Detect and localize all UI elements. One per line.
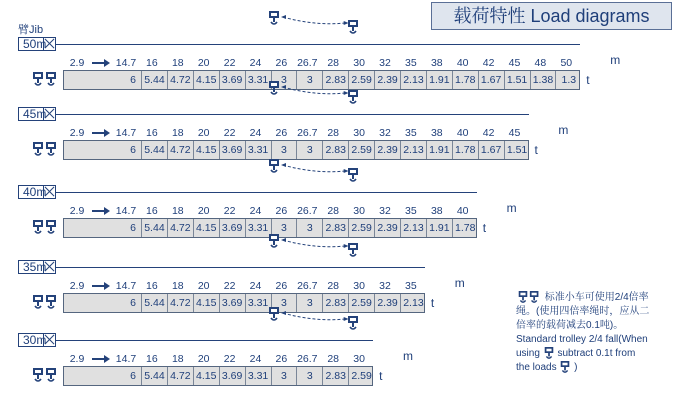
radius-value: 16 — [146, 280, 158, 292]
radius-value: 2.9 — [69, 280, 85, 292]
load-cell: 1.3 — [555, 71, 581, 89]
page-title: 载荷特性 Load diagrams — [431, 2, 672, 30]
double-hook-icon — [32, 142, 58, 156]
radius-value: 30 — [353, 205, 365, 217]
load-cell: 3.69 — [219, 367, 245, 385]
boom-length-label: 35m — [23, 260, 47, 274]
load-cell: 2.59 — [348, 141, 374, 159]
load-cell: 2.83 — [322, 141, 348, 159]
radius-value: 38 — [430, 57, 443, 69]
note-zh-line1: 标准小车可使用2/4倍率 — [544, 292, 649, 303]
radius-value: 38 — [430, 127, 443, 139]
boom-line — [56, 114, 529, 115]
radius-value: 22 — [223, 280, 236, 292]
load-cell: 6 — [130, 297, 136, 309]
radius-value: 38 — [430, 205, 443, 217]
radius-value: 24 — [249, 127, 262, 139]
load-cell: 3.69 — [219, 141, 245, 159]
load-cell: 1.51 — [504, 141, 530, 159]
boom-line — [56, 340, 373, 341]
load-cell: 1.91 — [426, 71, 452, 89]
radius-value: 20 — [197, 127, 210, 139]
load-cell: 3.31 — [245, 219, 271, 237]
radius-value: 2.9 — [69, 353, 85, 365]
radius-value: 35 — [405, 280, 417, 292]
boom-tip-mark — [43, 38, 55, 50]
radius-value: 26.7 — [297, 205, 318, 217]
boom-length-tag — [18, 185, 56, 199]
load-unit: t — [379, 369, 383, 383]
radius-value: 30 — [353, 353, 365, 365]
radius-value: 24 — [249, 205, 262, 217]
boom-tip-mark — [43, 334, 55, 346]
radius-arrow — [92, 285, 106, 287]
radius-value: 26.7 — [297, 127, 318, 139]
load-cell: 2.83 — [322, 294, 348, 312]
load-cell: 2.39 — [374, 141, 400, 159]
radius-arrow — [92, 210, 106, 212]
transfer-hook-icon — [347, 90, 359, 104]
radius-value: 22 — [223, 353, 236, 365]
radius-value: 20 — [197, 280, 210, 292]
load-cell: 2.59 — [348, 219, 374, 237]
radius-value: 14.7 — [115, 127, 137, 139]
double-hook-icon — [32, 72, 58, 86]
radius-value: 32 — [379, 127, 391, 139]
radius-value: 32 — [379, 57, 391, 69]
load-cell: 4.72 — [167, 367, 193, 385]
load-cell: 3 — [271, 294, 297, 312]
boom-tip-mark — [43, 108, 55, 120]
note-en-line2a: using — [516, 348, 540, 359]
radius-value: 26.7 — [297, 57, 318, 69]
load-cell: 2.59 — [348, 294, 374, 312]
load-table — [63, 366, 373, 386]
load-cell: 2.39 — [374, 219, 400, 237]
radius-value: 18 — [171, 57, 184, 69]
radius-row — [0, 205, 680, 217]
note-en-line1: Standard trolley 2/4 fall(When — [516, 334, 648, 345]
radius-value: 35 — [405, 57, 417, 69]
radius-row — [0, 127, 680, 139]
load-unit: t — [430, 296, 435, 310]
radius-value: 45 — [508, 127, 521, 139]
note-en-line3b: ) — [574, 362, 578, 373]
load-unit: t — [586, 73, 590, 87]
load-cell: 3.69 — [219, 294, 245, 312]
note-zh-line2: 绳。(使用四倍率绳时，应从二 — [516, 306, 650, 317]
radius-value: 18 — [171, 280, 184, 292]
load-cell: 5.44 — [141, 71, 167, 89]
boom-length-tag — [18, 107, 56, 121]
radius-value: 16 — [146, 205, 158, 217]
radius-value: 40 — [456, 57, 469, 69]
radius-arrow — [92, 62, 106, 64]
trolley-note — [516, 291, 676, 375]
double-hook-icon — [32, 220, 58, 234]
double-hook-icon — [32, 368, 58, 382]
radius-value: 20 — [197, 57, 210, 69]
radius-unit: m — [454, 276, 465, 290]
jib-label: 臂Jib — [18, 24, 44, 36]
load-cell: 3.31 — [245, 141, 271, 159]
radius-value: 26 — [275, 57, 288, 69]
load-cell: 4.15 — [193, 294, 219, 312]
transfer-hook-icon — [347, 168, 359, 182]
radius-value: 22 — [223, 127, 236, 139]
load-cell: 3.31 — [245, 71, 271, 89]
transfer-dashed-arrow — [281, 14, 349, 28]
radius-value: 24 — [249, 353, 262, 365]
boom-line — [56, 267, 425, 268]
radius-value: 16 — [146, 127, 158, 139]
load-cell: 2.59 — [348, 367, 374, 385]
transfer-hook-icon — [268, 159, 280, 173]
radius-value: 26 — [275, 280, 288, 292]
radius-value: 28 — [327, 127, 340, 139]
load-cell: 5.44 — [141, 294, 167, 312]
radius-value: 16 — [146, 353, 158, 365]
load-cell: 5.44 — [141, 219, 167, 237]
radius-value: 28 — [327, 205, 340, 217]
boom-length-label: 40m — [23, 185, 47, 199]
load-cell: 3 — [271, 141, 297, 159]
boom-tip-mark — [43, 261, 55, 273]
load-unit: t — [482, 221, 487, 235]
load-cell: 3 — [296, 71, 322, 89]
radius-value: 28 — [327, 280, 340, 292]
radius-arrow — [92, 132, 106, 134]
radius-value: 30 — [353, 57, 365, 69]
radius-value: 48 — [534, 57, 547, 69]
load-cell: 6 — [130, 74, 136, 86]
boom-length-tag — [18, 260, 56, 274]
load-cell: 3 — [296, 141, 322, 159]
radius-value: 16 — [146, 57, 158, 69]
load-cell: 2.83 — [322, 219, 348, 237]
radius-value: 30 — [353, 280, 365, 292]
transfer-dashed-arrow — [281, 310, 349, 324]
transfer-dashed-arrow — [281, 237, 349, 251]
load-table — [63, 140, 529, 160]
boom-length-label: 30m — [23, 333, 47, 347]
load-cell: 6 — [130, 370, 136, 382]
radius-value: 24 — [249, 57, 262, 69]
load-cell: 2.13 — [400, 294, 426, 312]
transfer-hook-icon — [268, 11, 280, 25]
load-cell: 2.59 — [348, 71, 374, 89]
radius-value: 24 — [249, 280, 262, 292]
load-cell: 2.13 — [400, 141, 426, 159]
radius-value: 32 — [379, 280, 391, 292]
load-cell: 1.67 — [478, 141, 504, 159]
load-cell: 3 — [271, 219, 297, 237]
load-cell: 4.15 — [193, 141, 219, 159]
load-cell: 1.78 — [452, 71, 478, 89]
radius-value: 42 — [482, 57, 495, 69]
transfer-dashed-arrow — [281, 84, 349, 98]
load-cell: 2.13 — [400, 219, 426, 237]
load-cell: 3 — [271, 367, 297, 385]
radius-value: 42 — [482, 127, 495, 139]
load-cell: 5.44 — [141, 141, 167, 159]
boom-length-tag — [18, 333, 56, 347]
radius-unit: m — [558, 123, 569, 137]
load-cell: 1.78 — [452, 141, 478, 159]
load-cell: 3.31 — [245, 294, 271, 312]
load-cell: 3 — [296, 294, 322, 312]
radius-value: 2.9 — [69, 57, 85, 69]
radius-value: 28 — [327, 353, 340, 365]
load-cell: 2.39 — [374, 71, 400, 89]
transfer-hook-icon — [347, 243, 359, 257]
load-cell: 2.83 — [322, 367, 348, 385]
load-cell: 3 — [296, 219, 322, 237]
transfer-hook-icon — [347, 20, 359, 34]
radius-value: 22 — [223, 205, 236, 217]
transfer-hook-icon — [268, 307, 280, 321]
load-cell: 1.38 — [530, 71, 556, 89]
radius-value: 14.7 — [115, 57, 137, 69]
note-en-line2b: subtract 0.1t from — [557, 348, 636, 359]
radius-value: 26.7 — [297, 353, 318, 365]
radius-value: 30 — [353, 127, 365, 139]
load-cell: 6 — [130, 144, 136, 156]
note-zh-line3: 倍率的载荷减去0.1吨)。 — [516, 320, 624, 331]
load-cell: 2.39 — [374, 294, 400, 312]
boom-length-tag — [18, 37, 56, 51]
radius-value: 20 — [197, 205, 210, 217]
load-cell: 4.15 — [193, 367, 219, 385]
boom-tip-mark — [43, 186, 55, 198]
radius-value: 2.9 — [69, 127, 85, 139]
radius-row — [0, 57, 680, 69]
two-fall-hook-icon — [559, 361, 571, 373]
radius-value: 14.7 — [115, 353, 137, 365]
radius-value: 45 — [508, 57, 521, 69]
load-table — [63, 293, 425, 313]
load-cell: 3 — [296, 367, 322, 385]
radius-value: 50 — [560, 57, 573, 69]
radius-value: 32 — [379, 205, 391, 217]
load-cell: 4.72 — [167, 141, 193, 159]
radius-value: 35 — [405, 205, 417, 217]
transfer-hook-icon — [268, 81, 280, 95]
load-cell: 4.72 — [167, 219, 193, 237]
radius-unit: m — [610, 53, 621, 67]
radius-value: 40 — [456, 205, 469, 217]
radius-value: 2.9 — [69, 205, 85, 217]
load-cell: 6 — [130, 222, 136, 234]
radius-value: 26 — [275, 353, 288, 365]
radius-value: 18 — [171, 353, 184, 365]
transfer-hook-icon — [347, 316, 359, 330]
boom-line — [56, 44, 580, 45]
load-cell: 2.13 — [400, 71, 426, 89]
load-cell: 1.51 — [504, 71, 530, 89]
load-cell: 1.78 — [452, 219, 478, 237]
radius-value: 22 — [223, 57, 236, 69]
radius-unit: m — [403, 349, 413, 363]
load-cell: 2.83 — [322, 71, 348, 89]
note-en-line3a: the loads — [516, 362, 557, 373]
radius-value: 28 — [327, 57, 340, 69]
boom-length-label: 45m — [23, 107, 47, 121]
radius-value: 18 — [171, 127, 184, 139]
load-cell: 1.91 — [426, 219, 452, 237]
radius-value: 14.7 — [115, 205, 137, 217]
radius-value: 35 — [405, 127, 417, 139]
radius-value: 26 — [275, 127, 288, 139]
radius-value: 26 — [275, 205, 288, 217]
radius-value: 18 — [171, 205, 184, 217]
radius-value: 26.7 — [297, 280, 318, 292]
boom-length-label: 50m — [23, 37, 47, 51]
load-cell: 4.15 — [193, 219, 219, 237]
load-cell: 4.72 — [167, 294, 193, 312]
transfer-dashed-arrow — [281, 162, 349, 176]
load-cell: 1.67 — [478, 71, 504, 89]
double-hook-icon — [516, 291, 542, 303]
four-fall-hook-icon — [543, 347, 555, 359]
load-cell: 3.69 — [219, 219, 245, 237]
load-cell: 3 — [271, 71, 297, 89]
load-cell: 3.69 — [219, 71, 245, 89]
radius-value: 14.7 — [115, 280, 137, 292]
load-cell: 4.72 — [167, 71, 193, 89]
radius-value: 20 — [197, 353, 210, 365]
load-cell: 1.91 — [426, 141, 452, 159]
boom-line — [56, 192, 477, 193]
load-cell: 5.44 — [141, 367, 167, 385]
transfer-hook-icon — [268, 234, 280, 248]
radius-unit: m — [506, 201, 517, 215]
load-cell: 3.31 — [245, 367, 271, 385]
load-unit: t — [534, 143, 538, 157]
double-hook-icon — [32, 295, 58, 309]
radius-arrow — [92, 358, 106, 360]
load-cell: 4.15 — [193, 71, 219, 89]
radius-value: 40 — [456, 127, 469, 139]
